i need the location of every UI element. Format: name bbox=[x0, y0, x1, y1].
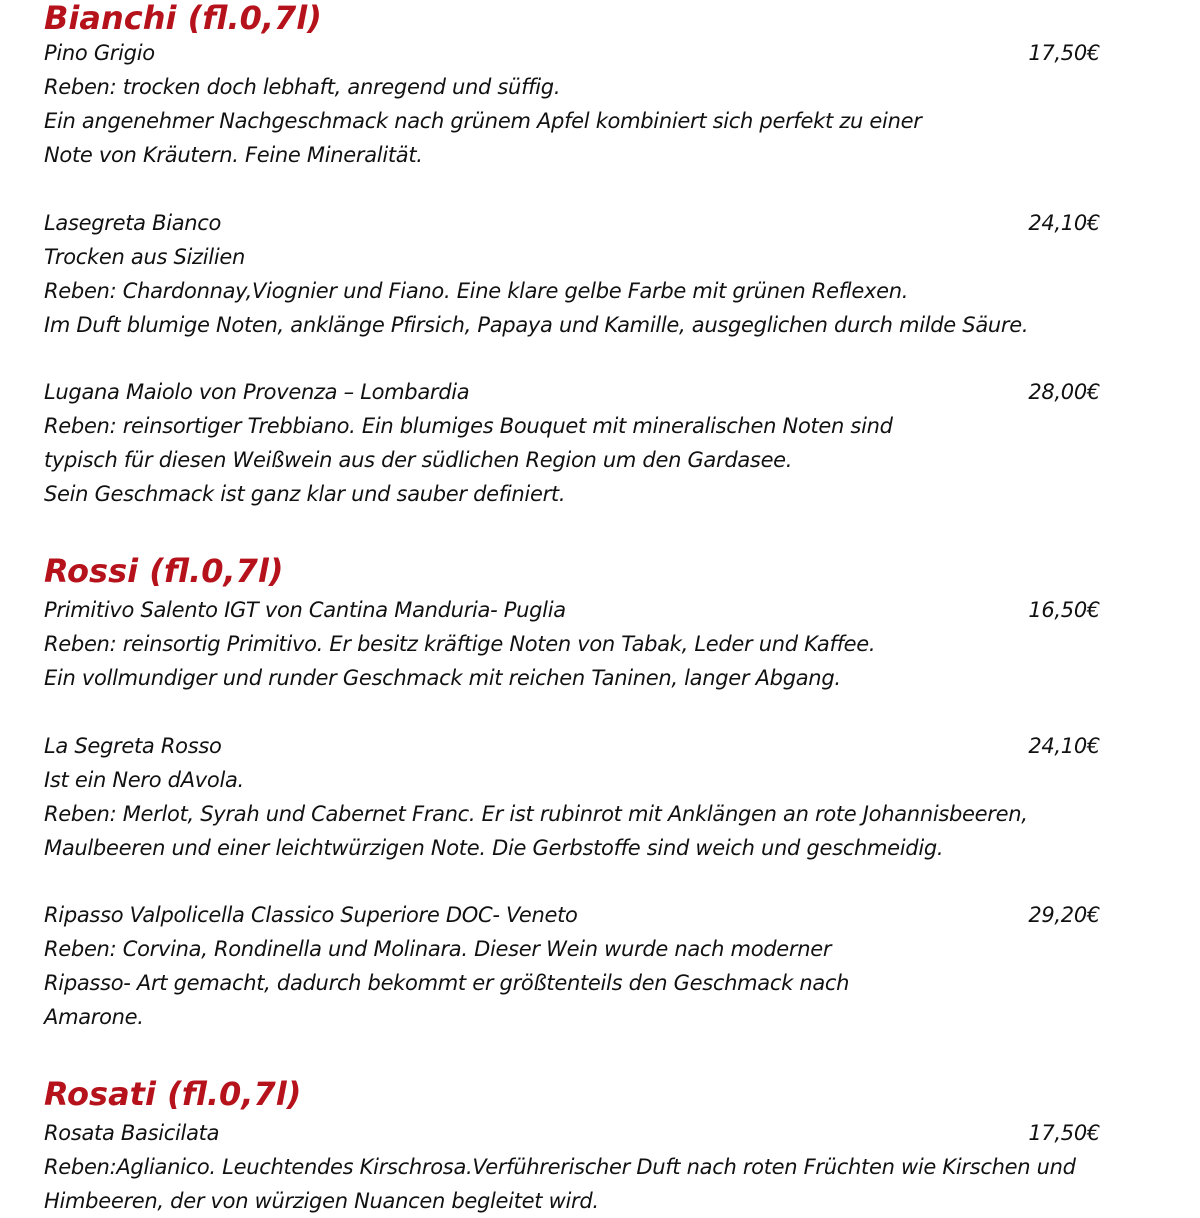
wine-description-line: Maulbeeren und einer leichtwürzigen Note. Die Gerbstoffe sind weich und geschmeidig. bbox=[44, 836, 944, 860]
section-title-bianchi: Bianchi (fl.0,7l) bbox=[44, 0, 322, 37]
wine-description-line: Note von Kräutern. Feine Mineralität. bbox=[44, 143, 423, 167]
wine-item-lasegreta-bianco bbox=[44, 206, 1100, 342]
wine-name: Lasegreta Bianco bbox=[44, 211, 222, 235]
wine-description-line: Reben: Chardonnay,Viognier und Fiano. Eine klare gelbe Farbe mit grünen Reflexen. bbox=[44, 279, 909, 303]
wine-description-line: Ein vollmundiger und runder Geschmack mit reichen Taninen, langer Abgang. bbox=[44, 666, 841, 690]
wine-description-line: Sein Geschmack ist ganz klar und sauber definiert. bbox=[44, 482, 566, 506]
section-title-rossi: Rossi (fl.0,7l) bbox=[44, 552, 284, 590]
wine-description-line: Im Duft blumige Noten, anklänge Pfirsich, Papaya und Kamille, ausgeglichen durch milde Säure. bbox=[44, 313, 1029, 337]
wine-name: Lugana Maiolo von Provenza – Lombardia bbox=[44, 380, 470, 404]
wine-price: 17,50€ bbox=[1028, 1121, 1100, 1145]
wine-description-line: Reben:Aglianico. Leuchtendes Kirschrosa.Verführerischer Duft nach roten Früchten wie Kirschen und bbox=[44, 1155, 1076, 1179]
wine-description-line: typisch für diesen Weißwein aus der südlichen Region um den Gardasee. bbox=[44, 448, 793, 472]
wine-description-line: Ripasso- Art gemacht, dadurch bekommt er größtenteils den Geschmack nach bbox=[44, 971, 850, 995]
wine-item-rosata-basicilata bbox=[44, 1116, 1100, 1218]
wine-description-line: Reben: reinsortiger Trebbiano. Ein blumiges Bouquet mit mineralischen Noten sind bbox=[44, 414, 893, 438]
wine-description-line: Ein angenehmer Nachgeschmack nach grünem Apfel kombiniert sich perfekt zu einer bbox=[44, 109, 922, 133]
wine-description-line: Reben: trocken doch lebhaft, anregend und süffig. bbox=[44, 75, 561, 99]
wine-description-line: Reben: reinsortig Primitivo. Er besitz kräftige Noten von Tabak, Leder und Kaffee. bbox=[44, 632, 876, 656]
wine-price: 28,00€ bbox=[1028, 380, 1100, 404]
wine-description-line: Reben: Corvina, Rondinella und Molinara. Dieser Wein wurde nach moderner bbox=[44, 937, 832, 961]
wine-description-line: Ist ein Nero dAvola. bbox=[44, 768, 244, 792]
wine-price: 24,10€ bbox=[1028, 734, 1100, 758]
wine-description-line: Trocken aus Sizilien bbox=[44, 245, 246, 269]
wine-description-line: Amarone. bbox=[44, 1005, 144, 1029]
wine-item-primitivo-salento bbox=[44, 593, 1100, 695]
section-title-rosati: Rosati (fl.0,7l) bbox=[44, 1075, 302, 1113]
wine-description-line: Himbeeren, der von würzigen Nuancen begleitet wird. bbox=[44, 1189, 599, 1213]
wine-name: Ripasso Valpolicella Classico Superiore DOC- Veneto bbox=[44, 903, 578, 927]
wine-price: 17,50€ bbox=[1028, 41, 1100, 65]
wine-item-pino-grigio bbox=[44, 36, 1100, 172]
wine-name: La Segreta Rosso bbox=[44, 734, 222, 758]
wine-description-line: Reben: Merlot, Syrah und Cabernet Franc. Er ist rubinrot mit Anklängen an rote Johannisbeeren, bbox=[44, 802, 1028, 826]
wine-price: 24,10€ bbox=[1028, 211, 1100, 235]
wine-item-lugana-maiolo bbox=[44, 375, 1100, 511]
wine-name: Pino Grigio bbox=[44, 41, 155, 65]
wine-price: 16,50€ bbox=[1028, 598, 1100, 622]
wine-price: 29,20€ bbox=[1028, 903, 1100, 927]
wine-name: Primitivo Salento IGT von Cantina Manduria- Puglia bbox=[44, 598, 566, 622]
wine-item-ripasso-valpolicella bbox=[44, 898, 1100, 1034]
wine-name: Rosata Basicilata bbox=[44, 1121, 220, 1145]
wine-item-la-segreta-rosso bbox=[44, 729, 1100, 865]
